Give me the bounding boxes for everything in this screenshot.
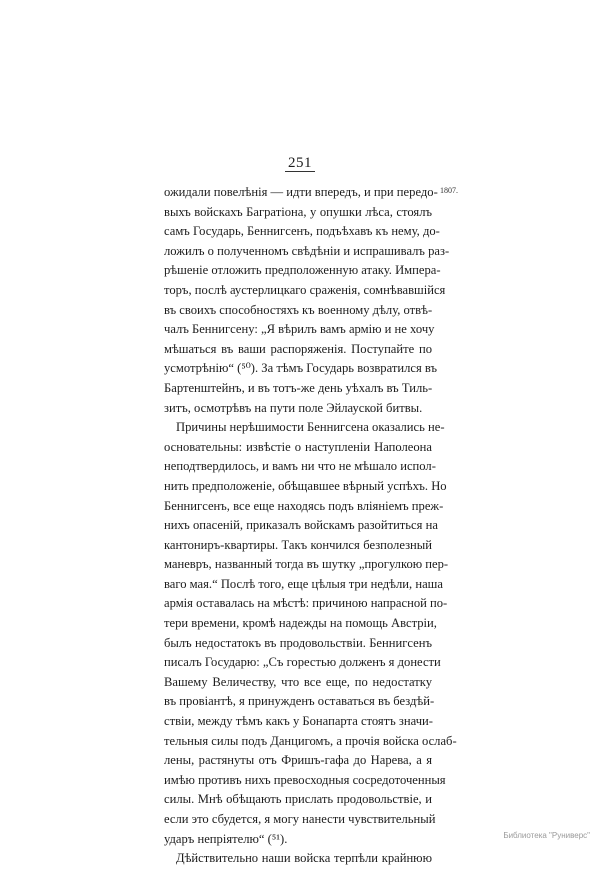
library-watermark: Библиотека "Руниверс" xyxy=(503,831,590,840)
text-line: усмотрѣнію“ (⁵⁰). За тѣмъ Государь возвратился въ xyxy=(164,361,438,376)
text-line: Причины нерѣшимости Беннигсена оказались не- xyxy=(176,420,445,435)
text-line: Беннигсенъ, все еще находясь подъ вліяніемъ преж- xyxy=(164,498,444,513)
text-line: нить предположеніе, обѣщавшее вѣрный успѣхъ. Но xyxy=(164,478,447,493)
text-line: тельныя силы подъ Данцигомъ, а прочія войска ослаб- xyxy=(164,733,457,748)
text-line: въ провіантѣ, я принужденъ оставаться въ бездѣй- xyxy=(164,694,435,709)
text-line: неподтвердилось, и вамъ ни что не мѣшало испол- xyxy=(164,459,436,474)
text-line: имѣю противъ нихъ превосходныя сосредоточенныя xyxy=(164,772,446,787)
text-line: торъ, послѣ аустерлицкаго сраженія, сомнѣвавшійся xyxy=(164,282,446,297)
text-line: зитъ, осмотрѣвъ на пути поле Эйлауской битвы. xyxy=(164,400,423,415)
text-line: ожидали повелѣнія — идти впередъ, и при передо- xyxy=(164,185,438,199)
text-line: ударъ непріятелю“ (⁵¹). xyxy=(164,831,288,846)
text-line: если это сбудется, я могу нанести чувствительный xyxy=(164,812,436,826)
page-number: 251 xyxy=(0,155,600,172)
text-line: нихъ опасеній, приказалъ войскамъ разойтиться на xyxy=(164,518,438,533)
text-line: маневръ, названный тогда въ шутку „прогулкою пер- xyxy=(164,557,449,572)
text-line: самъ Государь, Беннигсенъ, подъѣхавъ къ нему, до- xyxy=(164,224,440,239)
text-line: ложилъ о полученномъ свѣдѣніи и испрашивалъ раз- xyxy=(164,243,450,258)
margin-note-year: 1807. xyxy=(440,186,458,195)
text-line: Вашему Величеству, что все еще, по недостатку xyxy=(164,674,432,689)
text-line: армія оставалась на мѣстѣ: причиною напрасной по- xyxy=(164,596,448,611)
text-line: лены, растянуты отъ Фришъ-гафа до Нарева, а я xyxy=(164,753,432,768)
text-line: чалъ Беннигсену: „Я вѣрилъ вамъ армію и не хочу xyxy=(164,322,435,337)
text-line: рѣшеніе отложить предположенную атаку. Импера- xyxy=(164,263,441,278)
text-line: тери времени, кромѣ надежды на помощь Австріи, xyxy=(164,616,437,631)
text-line: мѣшаться въ ваши распоряженія. Поступайте по xyxy=(164,341,432,356)
text-line: Бартенштейнъ, и въ тотъ-же день уѣхалъ въ Тиль- xyxy=(164,380,433,395)
text-line: въ своихъ способностяхъ къ военному дѣлу, отвѣ- xyxy=(164,302,433,317)
text-line: Дѣйствительно наши войска терпѣли крайнюю xyxy=(176,851,432,866)
text-line: писалъ Государю: „Съ горестью долженъ я донести xyxy=(164,655,441,670)
text-line: кантониръ-квартиры. Такъ кончился безполезный xyxy=(164,537,432,552)
text-line: выхъ войскахъ Багратіона, у опушки лѣса, стоялъ xyxy=(164,204,432,219)
text-line: ствіи, между тѣмъ какъ у Бонапарта стоятъ значи- xyxy=(164,714,433,729)
text-line: ваго мая.“ Послѣ того, еще цѣлыя три недѣли, наша xyxy=(164,576,443,591)
text-line: былъ недостатокъ въ продовольствіи. Беннигсенъ xyxy=(164,635,432,650)
text-line: основательны: извѣстіе о наступленіи Наполеона xyxy=(164,439,432,454)
text-line: силы. Мнѣ обѣщають прислать продовольствіе, и xyxy=(164,792,432,807)
